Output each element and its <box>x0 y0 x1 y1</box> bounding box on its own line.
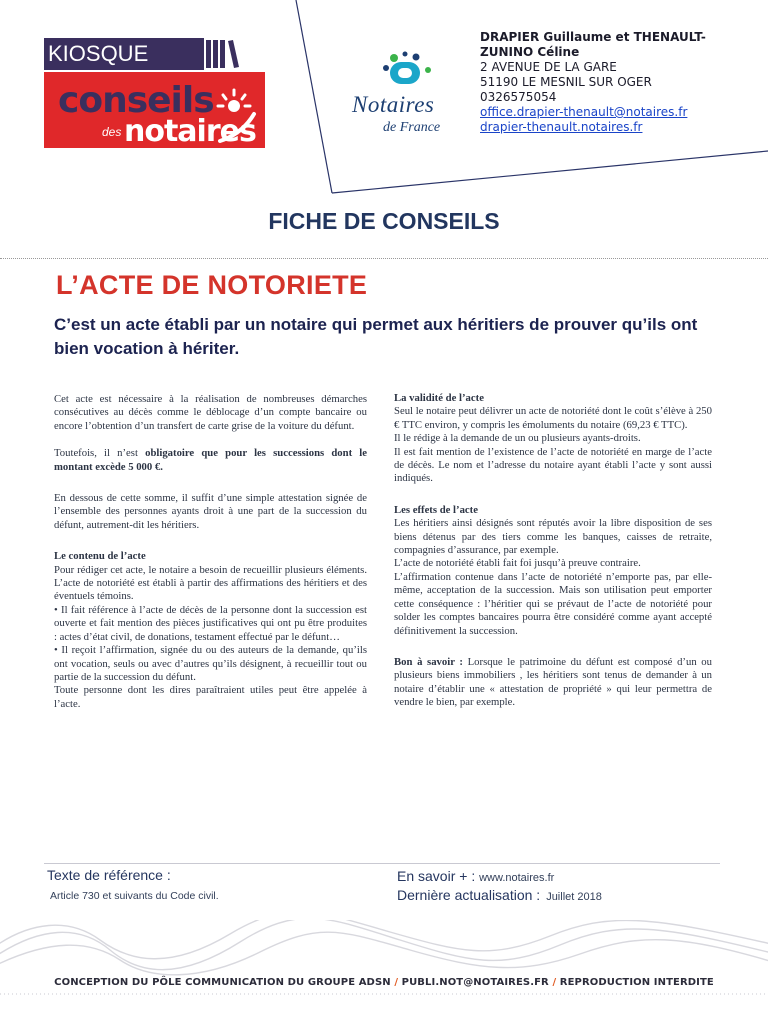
page-title: L’ACTE DE NOTORIETE <box>56 270 368 300</box>
en-savoir-plus: En savoir + : www.notaires.fr <box>397 868 555 884</box>
reference-title: Texte de référence : <box>47 867 171 883</box>
website-link[interactable]: drapier-thenault.notaires.fr <box>480 120 643 134</box>
books-icon <box>204 38 254 70</box>
bullet-item: • Il fait référence à l’acte de décès de la personne dont la succession est ouverte et fait mention des pièces justificatives qui ont pu être produites : actes d’état civil, de donations, testament effectué par le défunt… <box>54 603 367 643</box>
bullet-item: • Il reçoit l’affirmation, signée du ou des auteurs de la demande, qu’ils ont vocation, seuls ou avec d’autres qu’ils désignent, à recueillir tout ou partie de la succession du défunt. <box>54 644 367 683</box>
kiosque-logo <box>44 38 265 148</box>
bon-a-savoir-paragraph: Bon à savoir : Lorsque le patrimoine du défunt est composé d’un ou plusieurs biens immobiliers , les héritiers sont tenus de demander à un notaire d’établir une « attestation de propriété » qui leur permettra de vendre le bien, par exemple. <box>394 655 712 709</box>
paragraph: En dessous de cette somme, il suffit d’une simple attestation signée de l’ensemble des personnes ayants droit à une part de la succession du défunt, autrement-dit les héritiers. <box>54 492 367 531</box>
contact-block <box>480 30 720 135</box>
section-heading-contenu: Le contenu de l’acte <box>54 550 146 563</box>
paragraph: Les héritiers ainsi désignés sont réputés avoir la libre disposition de ses biens détenus par des tiers comme les banques, caisses de retraite, compagnies d’assurance, par exemple. <box>394 517 712 557</box>
intro-paragraph: C’est un acte établi par un notaire qui permet aux héritiers de prouver qu’ils ont bien vocation à hériter. <box>54 315 698 358</box>
paragraph: Seul le notaire peut délivrer un acte de notoriété dont le coût s’élève à 250 € TTC environ, y compris les émoluments du notaire (69,23 € TTC). <box>394 405 712 431</box>
footer-divider <box>44 863 720 864</box>
fiche-title: FICHE DE CONSEILS <box>268 208 500 234</box>
right-column <box>394 392 712 710</box>
paragraph: L’affirmation contenue dans l’acte de notoriété n’emporte pas, par elle-même, acceptation de la succession. Mais son utilisation peut emporter cette conséquence : l’héritier qui se prévaut de l’acte de notoriété pour solder les comptes bancaires pourra être considéré comme ayant accepté définitivement la succession. <box>394 570 712 637</box>
address-line-1: 2 AVENUE DE LA GARE <box>480 60 617 74</box>
paragraph: Pour rédiger cet acte, le notaire a besoin de recueillir plusieurs éléments. L’acte de notoriété est établi à partir des affirmations des héritiers et des éventuels témoins. <box>54 563 367 603</box>
bold-emphasis: obligatoire que pour les successions dont le montant excède 5 000 €. <box>54 447 367 473</box>
section-heading-validite: La validité de l’acte <box>394 392 484 404</box>
kiosque-wordmark: KIOSQUE <box>44 38 204 70</box>
conseils-wordmark: conseils <box>58 80 214 121</box>
section-heading-effets: Les effets de l’acte <box>394 503 478 516</box>
paragraph: Il est fait mention de l’existence de l’acte de notoriété en marge de l’acte de décès. Le nom et l’adresse du notaire ayant établi l’acte y sont aussi indiqués. <box>394 445 712 485</box>
phone-number: 0326575054 <box>480 90 557 104</box>
paragraph: Il le rédige à la demande de un ou plusieurs ayants-droits. <box>394 432 641 445</box>
paragraph: Toutefois, il n’est obligatoire que pour les successions dont le montant excède 5 000 €. <box>54 447 367 473</box>
paragraph: Toute personne dont les dires paraîtraient utiles peut être appelée à l’acte. <box>54 684 367 710</box>
footer-decoration <box>0 920 768 1024</box>
notary-name: DRAPIER Guillaume et THENAULT-ZUNINO Céline <box>480 30 706 59</box>
left-column <box>54 393 367 711</box>
sun-icon <box>212 86 262 146</box>
reference-text: Article 730 et suivants du Code civil. <box>50 890 219 902</box>
notaires-de-france-name: Notaires <box>352 92 435 117</box>
paragraph: L’acte de notoriété établi fait foi jusqu’à preuve contraire. <box>394 557 641 570</box>
paragraph: Cet acte est nécessaire à la réalisation de nombreuses démarches consécutives au décès comme le déblocage d’un compte bancaire ou encore l’obtention d’un transfert de carte grise de la voiture du défunt. <box>54 393 367 432</box>
notaires-wordmark: notaires <box>124 114 256 149</box>
bon-a-savoir-label: Bon à savoir : <box>394 655 463 668</box>
address-line-2: 51190 LE MESNIL SUR OGER <box>480 75 652 89</box>
dotted-divider <box>0 258 768 259</box>
credits-line: CONCEPTION DU PÔLE COMMUNICATION DU GROUPE ADSN / PUBLI.NOT@NOTAIRES.FR / REPRODUCTION INTERDITE <box>54 977 714 988</box>
email-link[interactable]: office.drapier-thenault@notaires.fr <box>480 105 688 119</box>
update-date: Juillet 2018 <box>546 891 602 903</box>
notaires-de-france-emblem <box>374 48 444 98</box>
notaires-de-france-subtitle: de France <box>383 120 441 135</box>
last-update: Dernière actualisation : Juillet 2018 <box>397 887 602 903</box>
notaires-website-link[interactable]: www.notaires.fr <box>479 872 555 884</box>
des-wordmark: des <box>102 125 122 139</box>
publi-email[interactable]: PUBLI.NOT@NOTAIRES.FR <box>401 977 549 988</box>
